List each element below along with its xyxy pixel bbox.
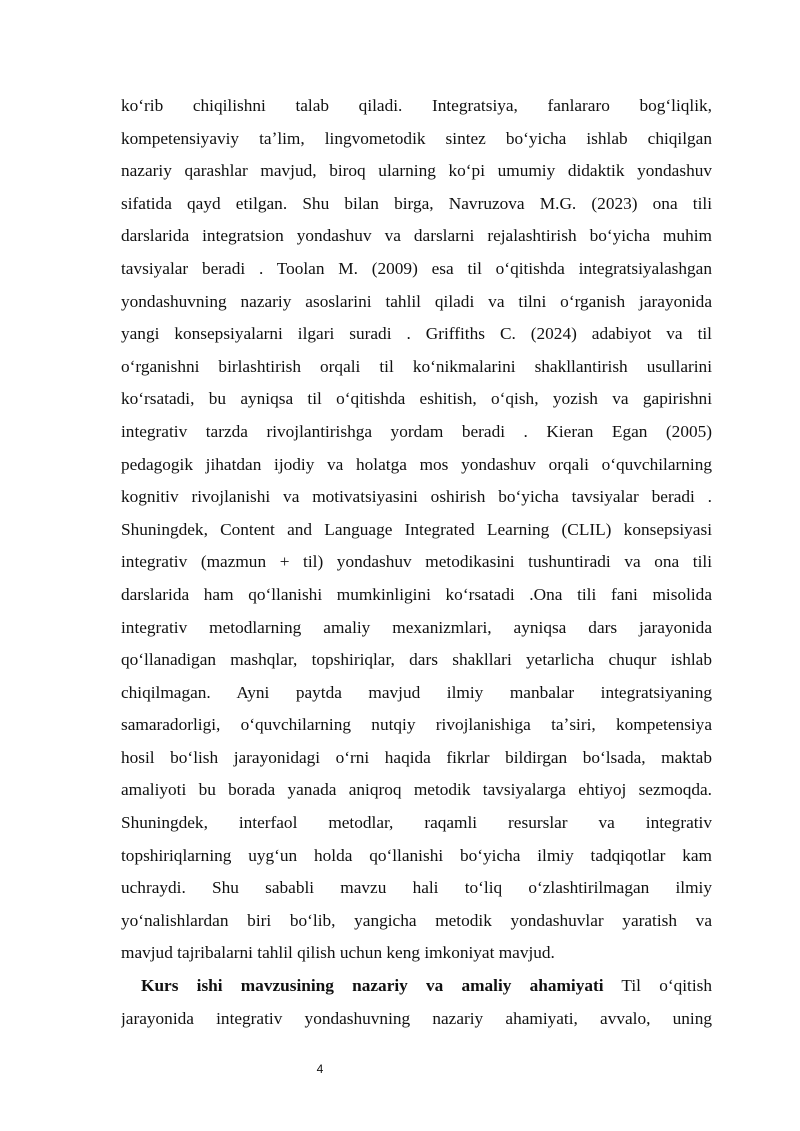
paragraph-literature-review [121, 90, 712, 970]
text-line: samaradorligi, oʻquvchilarning nutqiy rivojlanishiga taʼsiri, kompetensiya [121, 715, 712, 735]
text-line: sifatida qayd etilgan. Shu bilan birga, Navruzova M.G. (2023) ona tili [121, 193, 712, 213]
text-line: qoʻllanadigan mashqlar, topshiriqlar, dars shakllari yetarlicha chuqur ishlab [121, 650, 712, 670]
text-line: nazariy qarashlar mavjud, biroq ularning koʻpi umumiy didaktik yondashuv [121, 161, 712, 181]
section-heading-inline: Kurs ishi mavzusining nazariy va amaliy ahamiyati [141, 976, 604, 996]
text-line: amaliyoti bu borada yanada aniqroq metodik tavsiyalarga ehtiyoj sezmoqda. [121, 780, 712, 800]
text-line: Shuningdek, Content and Language Integrated Learning (CLIL) konsepsiyasi [121, 519, 712, 539]
text-line: koʻrib chiqilishni talab qiladi. Integratsiya, fanlararo bogʻliqlik, [121, 96, 712, 115]
text-line: topshiriqlarning uygʻun holda qoʻllanishi boʻyicha ilmiy tadqiqotlar kam [121, 845, 712, 865]
text-line: pedagogik jihatdan ijodiy va holatga mos yondashuv orqali oʻquvchilarning [121, 454, 712, 474]
text-line: hosil boʻlish jarayonidagi oʻrni haqida fikrlar bildirgan boʻlsada, maktab [121, 747, 712, 767]
text-line: kognitiv rivojlanishi va motivatsiyasini oshirish boʻyicha tavsiyalar beradi . [121, 487, 712, 507]
text-line: integrativ (mazmun + til) yondashuv metodikasini tushuntiradi va ona tili [121, 552, 712, 572]
text-line: integrativ tarzda rivojlantirishga yordam beradi . Kieran Egan (2005) [121, 421, 712, 441]
text-line: kompetensiyaviy taʼlim, lingvometodik sintez boʻyicha ishlab chiqilgan [121, 128, 712, 148]
text-line: Shuningdek, interfaol metodlar, raqamli resurslar va integrativ [121, 813, 712, 833]
paragraph-significance [121, 970, 712, 1035]
text-run: Til oʻqitish [603, 976, 712, 996]
text-line: yondashuvning nazariy asoslarini tahlil qiladi va tilni oʻrganish jarayonida [121, 291, 712, 311]
text-line: tavsiyalar beradi . Toolan M. (2009) esa til oʻqitishda integratsiyalashgan [121, 258, 712, 278]
text-line: yangi konsepsiyalarni ilgari suradi . Griffiths C. (2024) adabiyot va til [121, 324, 712, 344]
text-line: darslarida integratsion yondashuv va darslarni rejalashtirish boʻyicha muhim [121, 226, 712, 246]
text-line: uchraydi. Shu sababli mavzu hali toʻliq oʻzlashtirilmagan ilmiy [121, 878, 712, 898]
text-line: integrativ metodlarning amaliy mexanizmlari, ayniqsa dars jarayonida [121, 617, 712, 637]
text-line: chiqilmagan. Ayni paytda mavjud ilmiy manbalar integratsiyaning [121, 682, 712, 702]
page-number: 4 [316, 1062, 324, 1076]
text-line: jarayonida integrativ yondashuvning nazariy ahamiyati, avvalo, uning [121, 1008, 712, 1028]
text-line [121, 970, 712, 1003]
text-line: yoʻnalishlardan biri boʻlib, yangicha metodik yondashuvlar yaratish va [121, 910, 712, 930]
text-line: koʻrsatadi, bu ayniqsa til oʻqitishda eshitish, oʻqish, yozish va gapirishni [121, 389, 712, 409]
text-line: darslarida ham qoʻllanishi mumkinligini koʻrsatadi .Ona tili fani misolida [121, 584, 712, 604]
text-line: oʻrganishni birlashtirish orqali til koʻnikmalarini shakllantirish usullarini [121, 356, 712, 376]
text-line: mavjud tajribalarni tahlil qilish uchun keng imkoniyat mavjud. [121, 943, 555, 963]
body-text [121, 90, 712, 1035]
